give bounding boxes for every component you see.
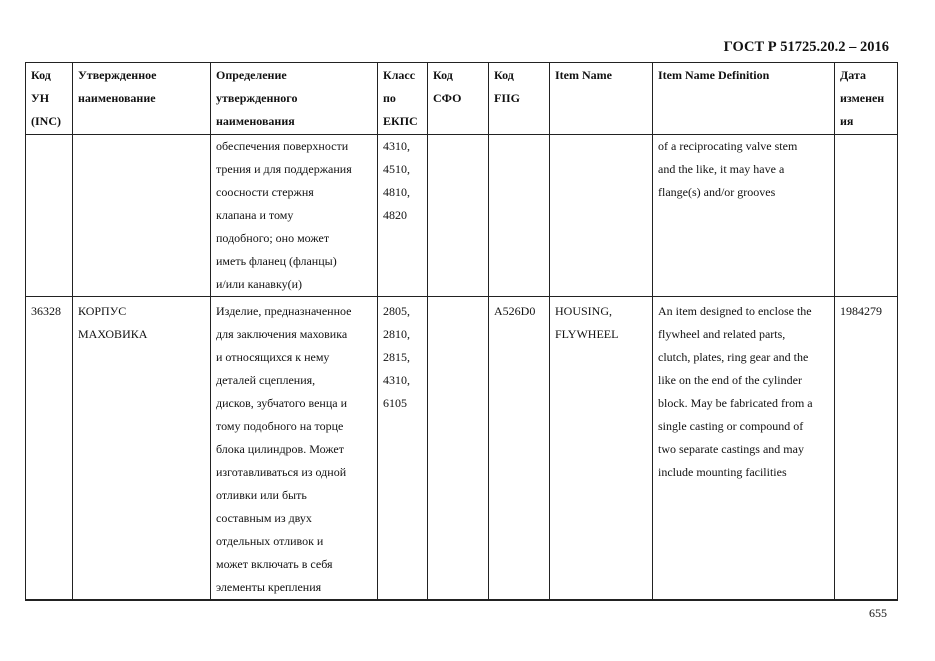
cell-approved-name	[73, 135, 211, 297]
cell-sfo-code	[428, 135, 489, 297]
cell-fiig-code	[489, 135, 550, 297]
cell-ekps-class: 4310, 4510, 4810, 4820	[378, 135, 428, 297]
cell-item-name	[550, 135, 653, 297]
cell-inc-code	[26, 135, 73, 297]
header-item-name-definition: Item Name Definition	[653, 63, 835, 135]
cell-name-definition: обеспечения поверхности трения и для поддержания соосности стержня клапана и тому подобного; оно может иметь фланец (фланцы) и/или канавку(и)	[211, 135, 378, 297]
cell-item-name-definition: of a reciprocating valve stem and the like, it may have a flange(s) and/or grooves	[653, 135, 835, 297]
cell-ekps-class: 2805, 2810, 2815, 4310, 6105	[378, 297, 428, 601]
header-change-date: Дата изменен ия	[835, 63, 898, 135]
table-header-row	[26, 63, 898, 135]
cell-change-date	[835, 135, 898, 297]
cell-inc-code: 36328	[26, 297, 73, 601]
header-fiig-code: Код FIIG	[489, 63, 550, 135]
header-name-definition: Определение утвержденного наименования	[211, 63, 378, 135]
cell-name-definition: Изделие, предназначенное для заключения маховика и относящихся к нему деталей сцепления, дисков, зубчатого венца и тому подобного на торце блока цилиндров. Может изготавливаться из одной отливки или быть составным из двух отдельных отливок и может включать в себя элементы крепления	[211, 297, 378, 601]
table-row	[26, 297, 898, 601]
header-inc-code: Код УН (INC)	[26, 63, 73, 135]
cell-approved-name: КОРПУС МАХОВИКА	[73, 297, 211, 601]
cell-sfo-code	[428, 297, 489, 601]
header-sfo-code: Код СФО	[428, 63, 489, 135]
header-item-name: Item Name	[550, 63, 653, 135]
cell-change-date: 1984279	[835, 297, 898, 601]
cell-fiig-code: A526D0	[489, 297, 550, 601]
cell-item-name: HOUSING, FLYWHEEL	[550, 297, 653, 601]
table-row	[26, 135, 898, 297]
header-approved-name: Утвержденное наименование	[73, 63, 211, 135]
classification-table	[25, 62, 898, 601]
cell-item-name-definition: An item designed to enclose the flywheel and related parts, clutch, plates, ring gear and the like on the end of the cylinder block. May be fabricated from a single casting or compound of two separate castings and may include mounting facilities	[653, 297, 835, 601]
header-ekps-class: Класс по ЕКПС	[378, 63, 428, 135]
page-number: 655	[869, 606, 887, 620]
standard-designation: ГОСТ Р 51725.20.2 – 2016	[723, 39, 889, 55]
